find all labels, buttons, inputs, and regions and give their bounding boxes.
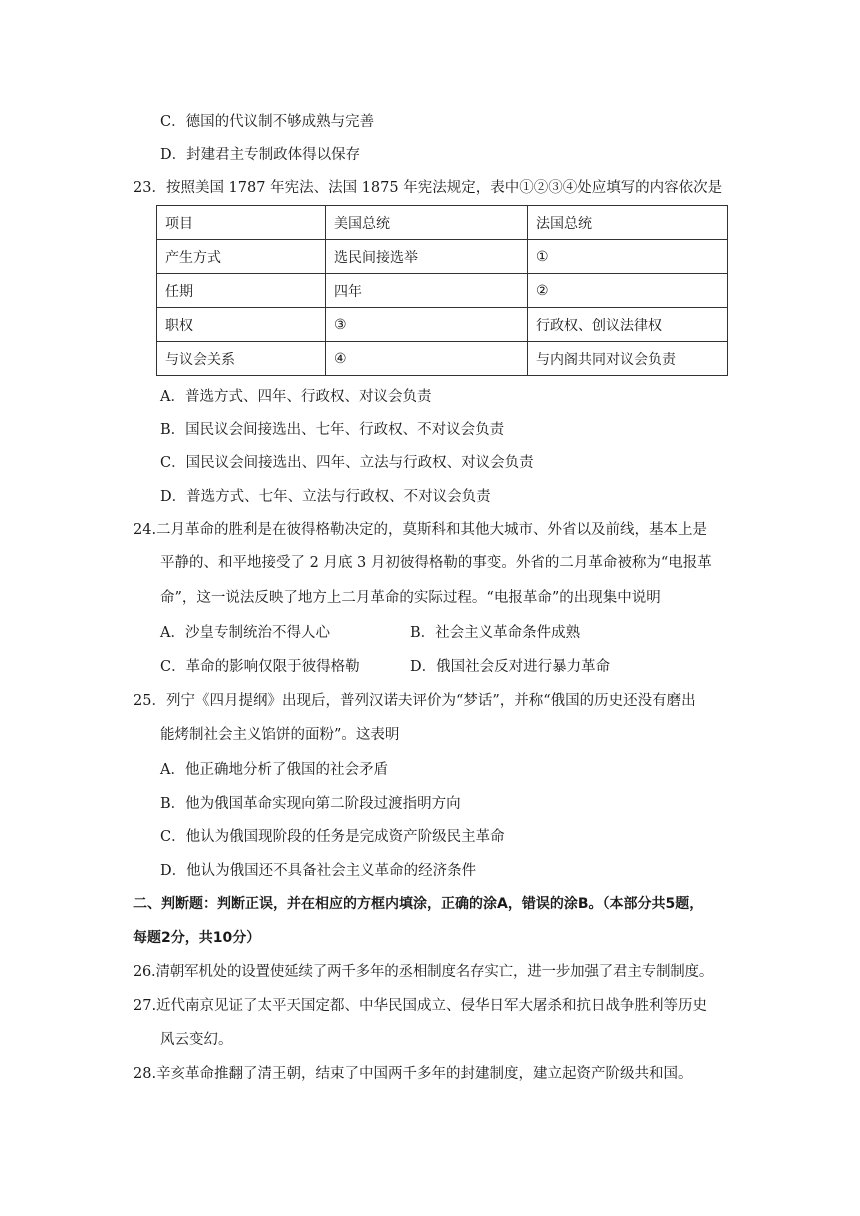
q25-option-c: C．他认为俄国现阶段的任务是完成资产阶级民主革命 — [160, 829, 505, 845]
q23-stem: 23．按照美国 1787 年宪法、法国 1875 年宪法规定，表中①②③④处应填写的内容依次是 — [133, 180, 723, 196]
q24-option-d: D．俄国社会反对进行暴力革命 — [410, 659, 611, 675]
q24-option-b: B．社会主义革命条件成熟 — [410, 625, 581, 641]
table-cell: ② — [528, 274, 728, 308]
q24-option-a: A．沙皇专制统治不得人心 — [160, 625, 330, 641]
q25-option-a: A．他正确地分析了俄国的社会矛盾 — [160, 762, 388, 778]
table-row — [157, 274, 728, 308]
table-cell: 选民间接选举 — [326, 240, 528, 274]
q23-option-c: C．国民议会间接选出、四年、立法与行政权、对议会负责 — [160, 455, 534, 471]
q23-option-a: A．普选方式、四年、行政权、对议会负责 — [160, 389, 432, 405]
section2-heading-line1: 二、判断题：判断正误，并在相应的方框内填涂，正确的涂A，错误的涂B。（本部分共5题， — [133, 896, 704, 912]
q24-stem-line1: 24.二月革命的胜利是在彼得格勒决定的，莫斯科和其他大城市、外省以及前线，基本上是 — [133, 522, 708, 538]
table-header-row — [157, 206, 728, 240]
q23-comparison-table — [156, 205, 728, 376]
table-row — [157, 308, 728, 342]
table-cell: 任期 — [157, 274, 326, 308]
q25-option-d: D．他认为俄国还不具备社会主义革命的经济条件 — [160, 863, 477, 879]
q22-option-c: C．德国的代议制不够成熟与完善 — [160, 114, 375, 130]
q24-option-c: C．革命的影响仅限于彼得格勒 — [160, 659, 360, 675]
table-row — [157, 240, 728, 274]
table-cell: ④ — [326, 342, 528, 376]
table-cell: 与议会关系 — [157, 342, 326, 376]
section2-heading-line2: 每题2分，共10分） — [133, 930, 261, 946]
q25-stem-line1: 25．列宁《四月提纲》出现后，普列汉诺夫评价为“梦话”，并称“俄国的历史还没有磨出 — [133, 693, 696, 709]
q25-stem-line2: 能烤制社会主义馅饼的面粉”。这表明 — [160, 727, 400, 743]
q23-option-d: D．普选方式、七年、立法与行政权、不对议会负责 — [160, 489, 491, 505]
q22-option-d: D．封建君主专制政体得以保存 — [160, 147, 361, 163]
table-cell: 职权 — [157, 308, 326, 342]
q24-stem-line2: 平静的、和平地接受了 2 月底 3 月初彼得格勒的事变。外省的二月革命被称为“电报革 — [160, 555, 712, 571]
q27-statement-line1: 27.近代南京见证了太平天国定都、中华民国成立、侵华日军大屠杀和抗日战争胜利等历史 — [133, 998, 708, 1014]
table-header-cell: 美国总统 — [326, 206, 528, 240]
q28-statement: 28.辛亥革命推翻了清王朝，结束了中国两千多年的封建制度，建立起资产阶级共和国。 — [133, 1066, 693, 1082]
table-row — [157, 342, 728, 376]
table-header-cell: 法国总统 — [528, 206, 728, 240]
q25-option-b: B．他为俄国革命实现向第二阶段过渡指明方向 — [160, 796, 461, 812]
q23-option-b: B．国民议会间接选出、七年、行政权、不对议会负责 — [160, 422, 505, 438]
q24-stem-line3: 命”，这一说法反映了地方上二月革命的实际过程。“电报革命”的出现集中说明 — [160, 590, 661, 606]
table-cell: 与内阁共同对议会负责 — [528, 342, 728, 376]
table-cell: 产生方式 — [157, 240, 326, 274]
q26-statement: 26.清朝军机处的设置使延续了两千多年的丞相制度名存实亡，进一步加强了君主专制制度。 — [133, 964, 714, 980]
table-header-cell: 项目 — [157, 206, 326, 240]
table-cell: ① — [528, 240, 728, 274]
q27-statement-line2: 风云变幻。 — [160, 1032, 233, 1048]
table-cell: 行政权、创议法律权 — [528, 308, 728, 342]
table-cell: ③ — [326, 308, 528, 342]
table-cell: 四年 — [326, 274, 528, 308]
